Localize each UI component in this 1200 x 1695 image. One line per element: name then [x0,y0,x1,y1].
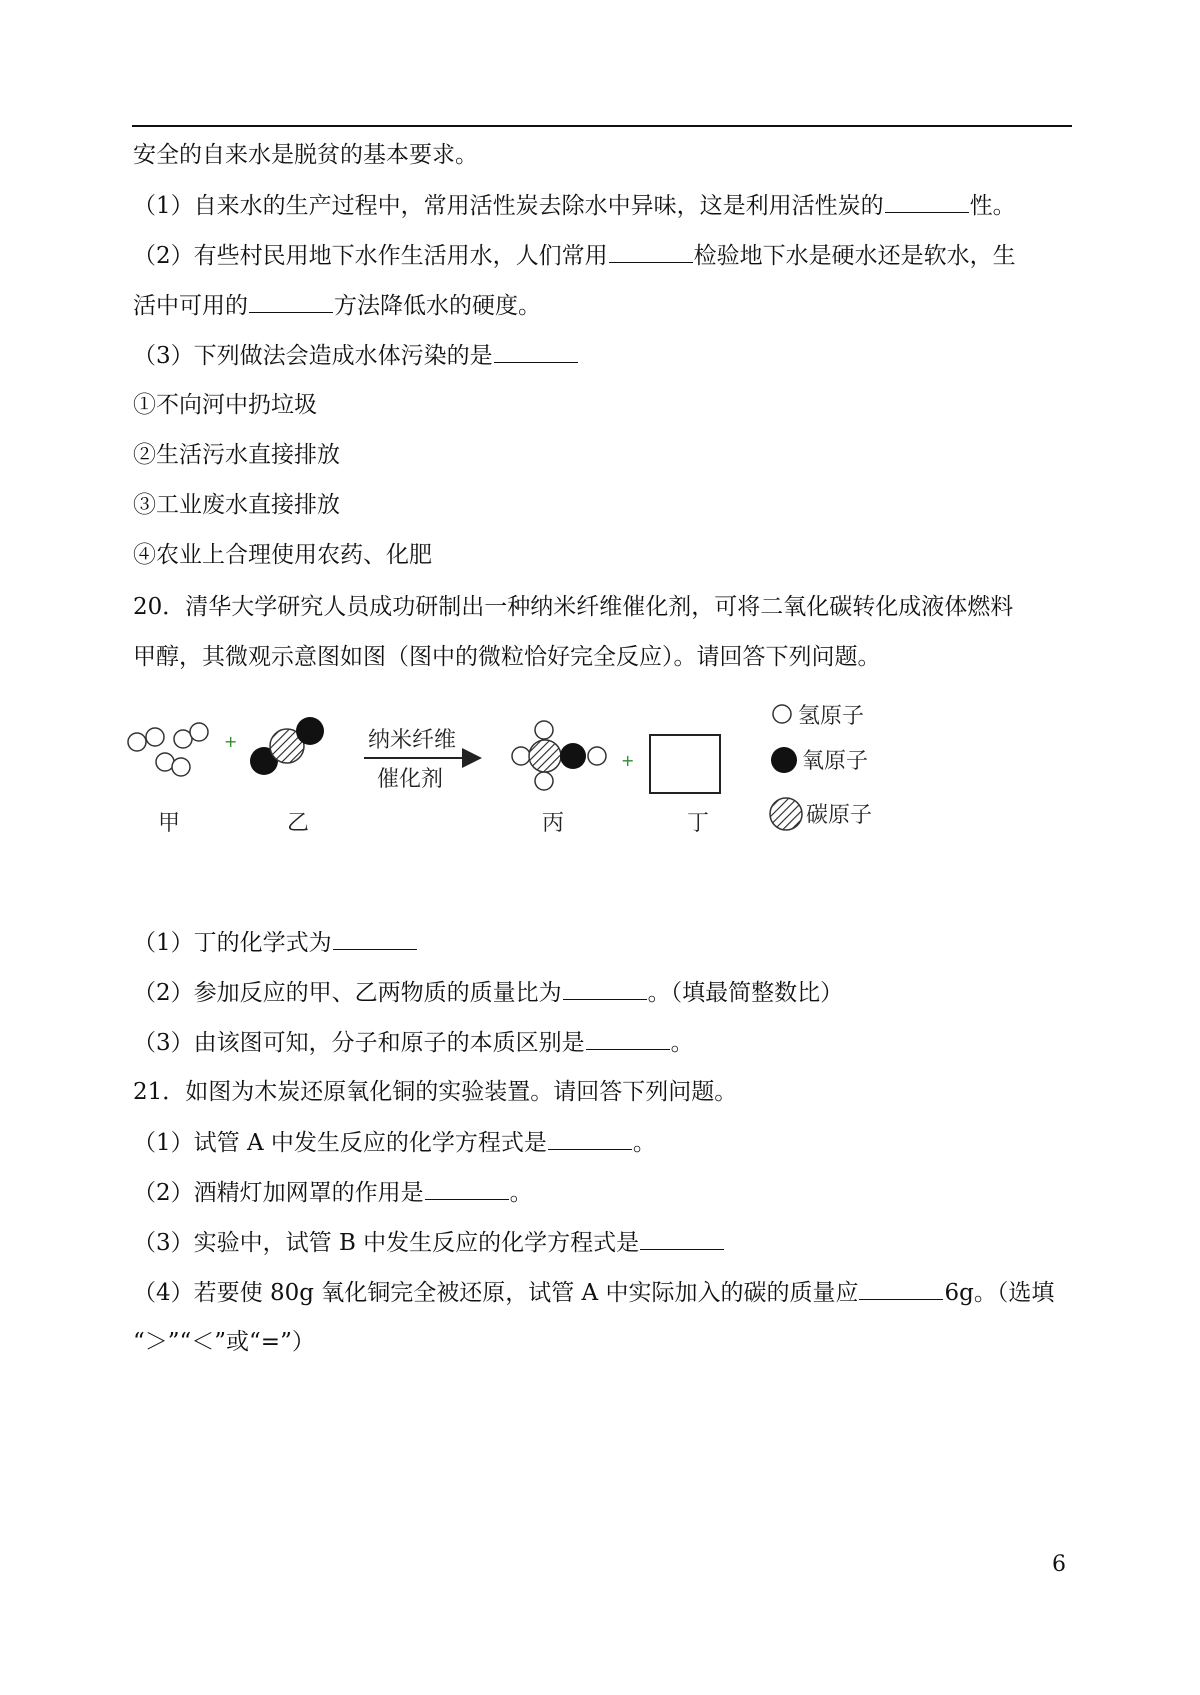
legend [770,704,872,830]
header-rule [132,125,1072,127]
answer-blank[interactable] [609,240,693,263]
label-ding: 丁 [687,811,710,836]
intro-line: 安全的自来水是脱贫的基本要求。 [133,142,478,168]
answer-blank[interactable] [333,927,417,950]
legend-oxygen: 氧原子 [802,749,869,774]
plus-sign: + [224,732,238,751]
answer-blank[interactable] [494,340,578,363]
product-bing-molecule [512,721,606,790]
answer-blank[interactable] [859,1277,943,1300]
legend-carbon: 碳原子 [806,803,873,828]
answer-blank[interactable] [548,1127,632,1150]
answer-blank[interactable] [586,1027,670,1050]
q19-part2: （2）有些村民用地下水作生活用水，人们常用 检验地下水是硬水还是软水，生 [133,240,1073,271]
label-yi: 乙 [287,811,310,836]
q20-stem-cont: 甲醇，其微观示意图如图（图中的微粒恰好完全反应）。请回答下列问题。 [133,644,881,670]
q21-part4-cont: “＞”“＜”或“=”） [133,1329,315,1355]
label-bing: 丙 [542,811,565,836]
q20-stem: 20．清华大学研究人员成功研制出一种纳米纤维催化剂，可将二氧化碳转化成液体燃料 [133,594,1014,620]
arrow-label-bottom: 催化剂 [377,767,444,792]
q19-part1: （1）自来水的生产过程中，常用活性炭去除水中异味，这是利用活性炭的 性。 [133,190,1073,221]
answer-blank[interactable] [249,290,333,313]
q20-part1: （1）丁的化学式为 [133,927,1073,958]
reactant-jia-molecules [128,723,208,776]
option-1: ①不向河中扔垃圾 [133,392,317,418]
reaction-diagram [125,704,975,900]
product-ding-box [650,735,720,793]
reactant-yi-molecule [250,717,324,775]
answer-blank[interactable] [640,1227,724,1250]
q21-part4: （4）若要使 80g 氧化铜完全被还原，试管 A 中实际加入的碳的质量应 6g。（选填 [133,1277,1073,1308]
answer-blank[interactable] [563,977,647,1000]
q21-part1: （1）试管 A 中发生反应的化学方程式是 。 [133,1127,1073,1158]
q21-stem: 21．如图为木炭还原氧化铜的实验装置。请回答下列问题。 [133,1079,738,1105]
answer-blank[interactable] [885,190,969,213]
q20-part2: （2）参加反应的甲、乙两物质的质量比为 。（填最简整数比） [133,977,1073,1008]
label-jia: 甲 [158,811,181,836]
q21-part2: （2）酒精灯加网罩的作用是 。 [133,1177,1073,1208]
plus-sign: + [621,751,635,770]
q19-part3: （3）下列做法会造成水体污染的是 [133,340,1073,371]
page-number: 6 [1052,1552,1066,1577]
arrow-label-top: 纳米纤维 [368,728,457,753]
q20-part3: （3）由该图可知，分子和原子的本质区别是 。 [133,1027,1073,1058]
answer-blank[interactable] [425,1177,509,1200]
option-3: ③工业废水直接排放 [133,492,340,518]
option-2: ②生活污水直接排放 [133,442,340,468]
option-4: ④农业上合理使用农药、化肥 [133,542,432,568]
q19-part2-cont: 活中可用的 方法降低水的硬度。 [133,290,1073,321]
q21-part3: （3）实验中，试管 B 中发生反应的化学方程式是 [133,1227,1073,1258]
legend-hydrogen: 氢原子 [798,704,865,729]
